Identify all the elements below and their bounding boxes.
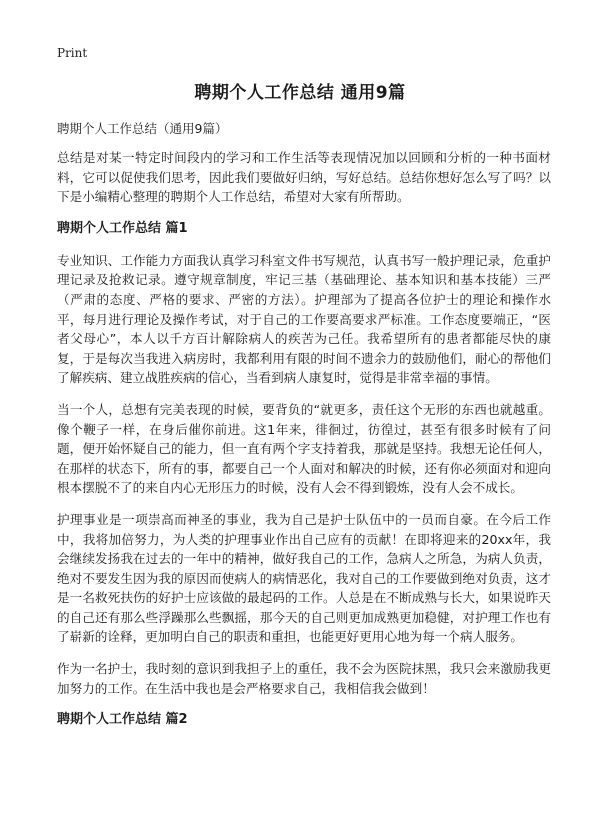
section-1-paragraph-4: 作为一名护士，我时刻的意识到我担子上的重任，我不会为医院抹黑，我只会来激励我更加努力的工作。在生活中我也是会严格要求自己，我相信我会做到！ <box>57 661 551 696</box>
section-1-paragraph-2: 当一个人，总想有完美表现的时候，要背负的“就更多，责任这个无形的东西也就越重。像个鞭子一样，在身后催你前进。这1年来，徘徊过，彷徨过，甚至有很多时候有了问题，便开始怀疑自己的能力，但一直有两个字支持着我，那就是坚持。我想无论任何人，在那样的状态下，所有的事，都要自己一个人面对和解决的时候，还有你必须面对和迎向根本摆脱不了的来自内心无形压力的时候，没有人会不得到锻炼，没有人会不成长。 <box>57 401 551 496</box>
print-link[interactable]: Print <box>57 46 88 60</box>
document-title: 聘期个人工作总结 通用9篇 <box>194 83 406 103</box>
section-1-paragraph-1: 专业知识、工作能力方面我认真学习科室文件书写规范，认真书写一般护理记录，危重护理记录及抢救记录。遵守规章制度，牢记三基（基础理论、基本知识和基本技能）三严（严肃的态度、严格的要求、严密的方法）。护理部为了提高各位护士的理论和操作水平，每月进行理论及操作考试，对于自己的工作要高要求严标准。工作态度要端正，“医者父母心”，本人以千方百计解除病人的疾苦为己任。我希望所有的患者都能尽快的康复，于是每次当我进入病房时，我都利用有限的时间不遗余力的鼓励他们，耐心的帮他们了解疾病、建立战胜疾病的信心，当看到病人康复时，觉得是非常幸福的事情。 <box>57 252 551 386</box>
intro-paragraph: 总结是对某一特定时间段内的学习和工作生活等表现情况加以回顾和分析的一种书面材料，它可以促使我们思考，因此我们要做好归纳，写好总结。总结你想好怎么写了吗？以下是小编精心整理的聘期个人工作总结，希望对大家有所帮助。 <box>57 150 551 205</box>
section-1-paragraph-3: 护理事业是一项崇高而神圣的事业，我为自己是护士队伍中的一员而自豪。在今后工作中，我将加倍努力，为人类的护理事业作出自己应有的贡献！在即将迎来的20xx年，我会继续发扬我在过去的一年中的精神，做好我自己的工作，急病人之所急，为病人负责，绝对不要发生因为我的原因而使病人的病情恶化，我对自己的工作要做到绝对负责，这才是一名救死扶伤的好护士应该做的最起码的工作。人总是在不断成熟与长大，如果说昨天的自己还有那么些浮躁那么些飘摇，那今天的自己则更加成熟更加稳健，对护理工作也有了崭新的诠释，更加明白自己的职责和重担，也能更好更用心地为每一个病人服务。 <box>57 511 551 645</box>
section-heading-1: 聘期个人工作总结 篇1 <box>57 220 188 236</box>
section-heading-2: 聘期个人工作总结 篇2 <box>57 712 188 728</box>
document-subtitle: 聘期个人工作总结（通用9篇） <box>57 121 228 136</box>
document-body <box>57 148 551 742</box>
